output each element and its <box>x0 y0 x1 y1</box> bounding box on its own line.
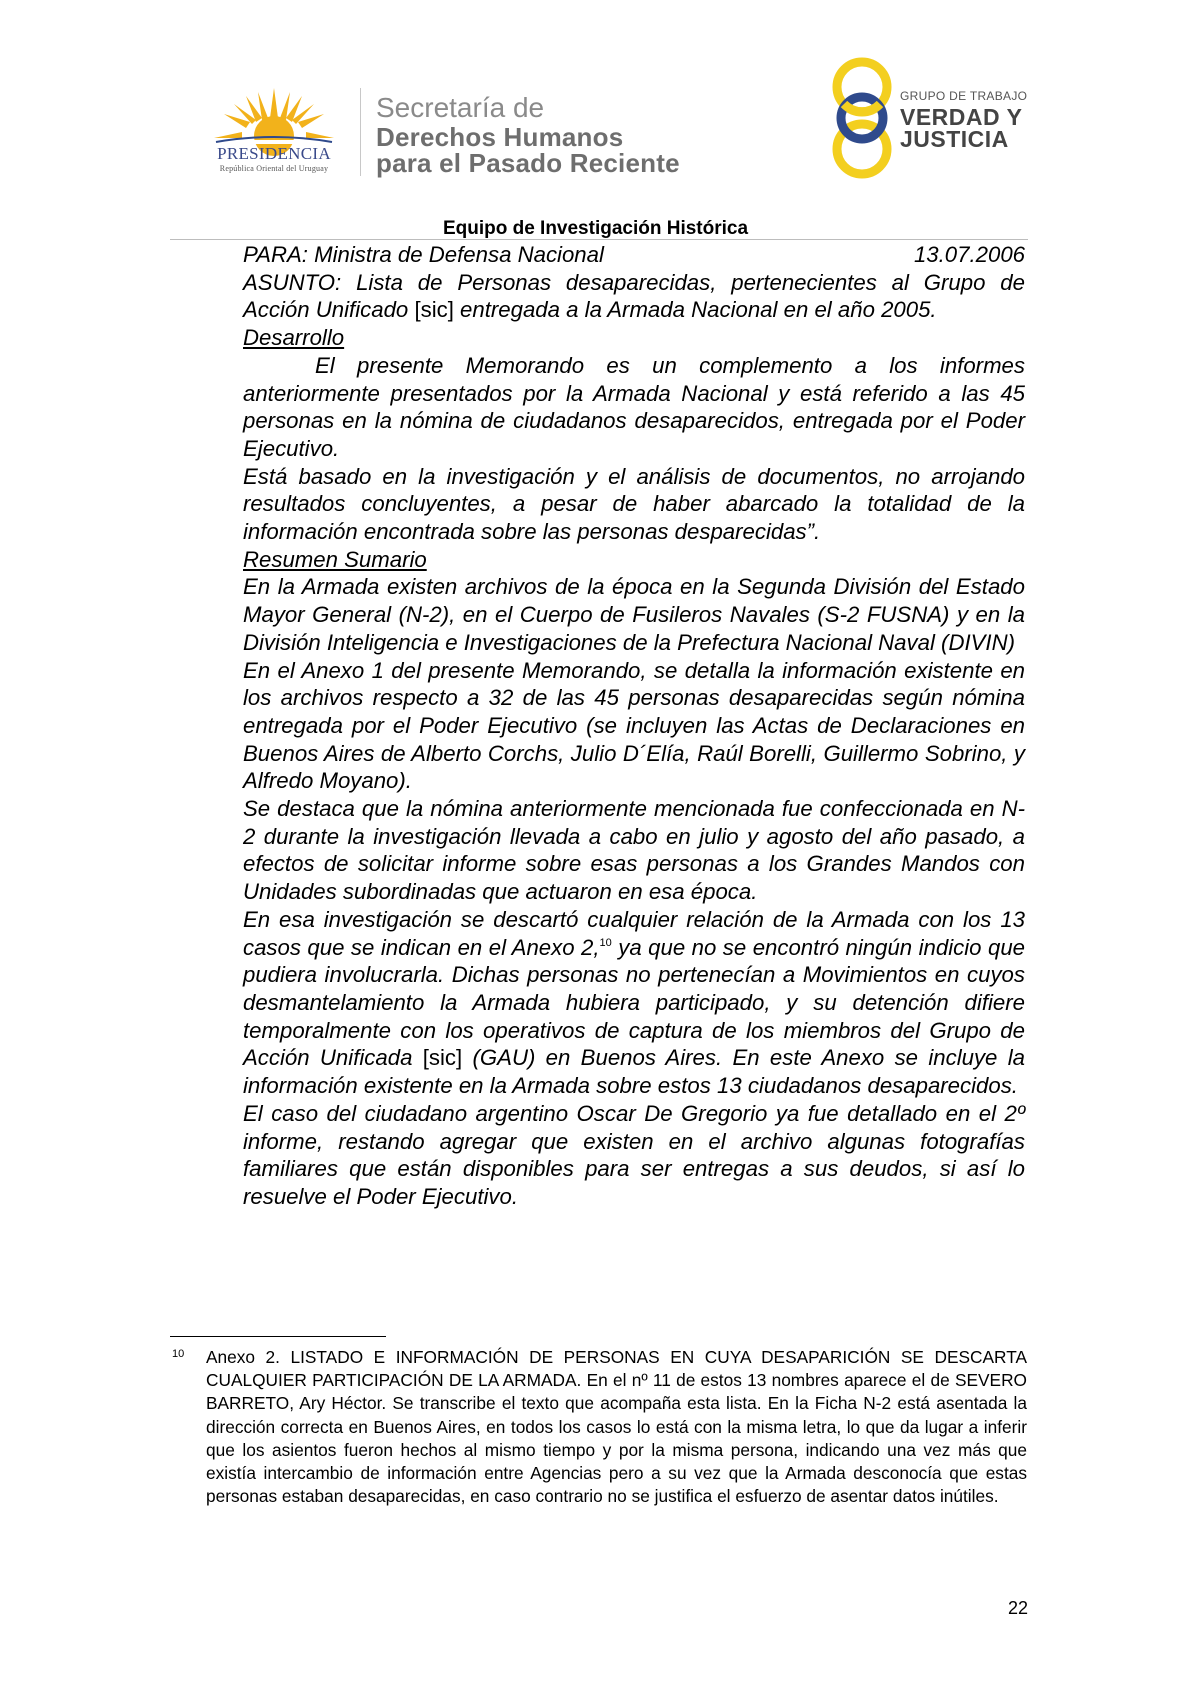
presidencia-name: PRESIDENCIA <box>217 144 331 163</box>
secretaria-line-3: para el Pasado Reciente <box>376 148 680 178</box>
sic-marker: [sic] <box>414 297 454 323</box>
page-header <box>0 0 1191 240</box>
paragraph-3: En la Armada existen archivos de la época en la Segunda División del Estado Mayor General (N-2), en el Cuerpo de Fusileros Navales (S-2 FUSNA) y en la División Inteligencia e Investigaciones de la Prefectura Nacional Naval (DIVIN) <box>243 574 1025 655</box>
header-rule <box>170 239 1028 240</box>
paragraph-5: Se destaca que la nómina anteriormente mencionada fue confeccionada en N-2 durante la investigación llevada a cabo en julio y agosto del año pasado, a efectos de solicitar informe sobre esas personas a los Grandes Mandos con Unidades subordinadas que actuaron en esa época. <box>243 796 1025 905</box>
secretaria-line-1: Secretaría de <box>376 92 545 123</box>
verdad-justicia-rings-logo <box>822 56 902 180</box>
asunto-line <box>243 269 1025 324</box>
resumen-heading-wrap <box>243 546 1025 574</box>
memo-date: 13.07.2006 <box>913 242 1025 267</box>
paragraph-6-part-2: ya que no se encontró ningún indicio que pudiera involucrarla. Dichas personas no pertenecían a Movimientos en cuyos desmantelamiento la Armada hubiera participado, y su detención difiere temporalmente con los operativos de captura de los miembros del Grupo de Acción Unificada <box>243 934 1025 1071</box>
paragraph-7: El caso del ciudadano argentino Oscar De Gregorio ya fue detallado en el 2º informe, restando agregar que existen en el archivo algunas fotografías familiares que están disponibles para ser entregas a sus deudos, si así lo resuelve el Poder Ejecutivo. <box>243 1100 1025 1209</box>
header-divider <box>360 88 361 176</box>
paragraph-6 <box>243 906 1025 1100</box>
resumen-heading: Resumen Sumario <box>243 546 427 572</box>
secretaria-line-2: Derechos Humanos <box>376 122 624 152</box>
gvj-line-1: GRUPO DE TRABAJO <box>900 89 1028 103</box>
para-line <box>243 241 1025 269</box>
footnote-ref[interactable]: 10 <box>599 936 612 949</box>
asunto-text-1: ASUNTO: Lista de Personas desaparecidas, pertenecientes al Grupo de Acción Unificado <box>243 269 1025 323</box>
memo-body <box>243 241 1025 1211</box>
gvj-line-3: JUSTICIA <box>900 126 1009 152</box>
gvj-line-2: VERDAD Y <box>900 104 1023 130</box>
presidencia-subtitle: República Oriental del Uruguay <box>219 164 329 173</box>
paragraph-4: En el Anexo 1 del presente Memorando, se detalla la información existente en los archivos respecto a 32 de las 45 personas desaparecidas según nómina entregada por el Poder Ejecutivo (se incluyen las Actas de Declaraciones en Buenos Aires de Alberto Corchs, Julio D´Elía, Raúl Borelli, Guillermo Sobrino, y Alfredo Moyano). <box>243 657 1025 794</box>
footnote-number: 10 <box>172 1348 185 1360</box>
paragraph-6-part-3: (GAU) en Buenos Aires. En este Anexo se incluye la información existente en la Armada sobre estos 13 ciudadanos desaparecidos. <box>243 1045 1025 1099</box>
desarrollo-heading: Desarrollo <box>243 325 345 351</box>
team-title: Equipo de Investigación Histórica <box>442 218 749 239</box>
page-number: 22 <box>1007 1598 1028 1618</box>
sic-marker-2: [sic] <box>422 1045 463 1071</box>
asunto-text-2: entregada a la Armada Nacional en el año 2005. <box>453 297 937 323</box>
para-text: PARA: Ministra de Defensa Nacional <box>243 242 604 267</box>
paragraph-6-part-1: En esa investigación se descartó cualquier relación de la Armada con los 13 casos que se indican en el Anexo 2, <box>243 906 1025 960</box>
footnote-text: Anexo 2. LISTADO E INFORMACIÓN DE PERSONAS EN CUYA DESAPARICIÓN SE DESCARTA CUALQUIER PARTICIPACIÓN DE LA ARMADA. En el nº 11 de estos 13 nombres aparece el de SEVERO BARRETO, Ary Héctor. Se transcribe el texto que acompaña esta lista. En la Ficha N-2 está asentada la dirección correcta en Buenos Aires, en todos los casos lo está con la misma letra, lo que da lugar a inferir que los asientos fueron hechos al mismo tiempo y por la misma persona, indicando una vez más que existía intercambio de información entre Agencias pero a su vez que la Armada desconocía que estas personas estaban desaparecidas, en caso contrario no se justifica el esfuerzo de asentar datos inútiles. <box>206 1347 1027 1507</box>
paragraph-2: Está basado en la investigación y el análisis de documentos, no arrojando resultados concluyentes, a pesar de haber abarcado la totalidad de la información encontrada sobre las personas desparecidas”. <box>243 463 1025 545</box>
paragraph-1: El presente Memorando es un complemento a los informes anteriormente presentados por la Armada Nacional y está referido a las 45 personas en la nómina de ciudadanos desaparecidos, entregada por el Poder Ejecutivo. <box>243 352 1025 461</box>
footnote-rule <box>170 1336 386 1337</box>
